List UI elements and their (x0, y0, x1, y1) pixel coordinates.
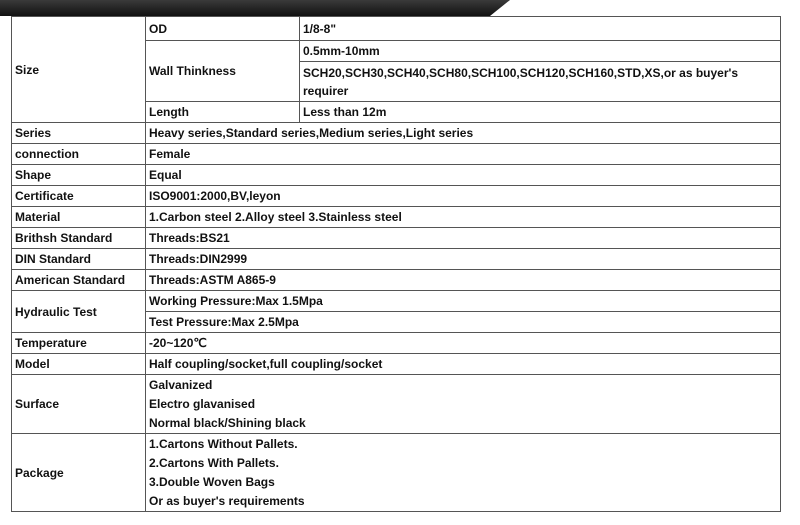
table-row (12, 165, 781, 186)
din-standard-value: Threads:DIN2999 (146, 249, 781, 270)
od-label: OD (146, 17, 300, 41)
british-standard-value: Threads:BS21 (146, 228, 781, 249)
surface-line: Galvanized (149, 377, 213, 392)
connection-value: Female (146, 144, 781, 165)
package-line: 3.Double Woven Bags (149, 474, 275, 489)
wall-schedule-value: SCH20,SCH30,SCH40,SCH80,SCH100,SCH120,SCH160,STD,XS,or as buyer's requirer (300, 62, 781, 102)
certificate-value: ISO9001:2000,BV,leyon (146, 186, 781, 207)
material-label: Material (12, 207, 146, 228)
series-value: Heavy series,Standard series,Medium series,Light series (146, 123, 781, 144)
american-standard-value: Threads:ASTM A865-9 (146, 270, 781, 291)
wall-thickness-label: Wall Thinkness (146, 41, 300, 102)
table-row (12, 375, 781, 434)
size-label: Size (12, 17, 146, 123)
length-label: Length (146, 102, 300, 123)
package-line: Or as buyer's requirements (149, 493, 305, 508)
table-row (12, 333, 781, 354)
series-label: Series (12, 123, 146, 144)
british-standard-label: Brithsh Standard (12, 228, 146, 249)
table-row (12, 123, 781, 144)
table-row (12, 434, 781, 512)
table-row (12, 249, 781, 270)
package-value (146, 434, 781, 512)
working-pressure-value: Working Pressure:Max 1.5Mpa (146, 291, 781, 312)
connection-label: connection (12, 144, 146, 165)
surface-label: Surface (12, 375, 146, 434)
length-value: Less than 12m (300, 102, 781, 123)
certificate-label: Certificate (12, 186, 146, 207)
table-row (12, 17, 781, 41)
temperature-label: Temperature (12, 333, 146, 354)
model-value: Half coupling/socket,full coupling/socket (146, 354, 781, 375)
shape-label: Shape (12, 165, 146, 186)
table-row (12, 186, 781, 207)
table-row (12, 270, 781, 291)
model-label: Model (12, 354, 146, 375)
table-row (12, 144, 781, 165)
table-row (12, 207, 781, 228)
american-standard-label: American Standard (12, 270, 146, 291)
surface-line: Normal black/Shining black (149, 415, 306, 430)
package-line: 2.Cartons With Pallets. (149, 455, 279, 470)
test-pressure-value: Test Pressure:Max 2.5Mpa (146, 312, 781, 333)
wall-thickness-value: 0.5mm-10mm (300, 41, 781, 62)
table-row (12, 291, 781, 312)
din-standard-label: DIN Standard (12, 249, 146, 270)
shape-value: Equal (146, 165, 781, 186)
surface-line: Electro glavanised (149, 396, 256, 411)
table-row (12, 228, 781, 249)
top-banner-decoration (0, 0, 800, 16)
package-line: 1.Cartons Without Pallets. (149, 436, 298, 451)
od-value: 1/8-8" (300, 17, 781, 41)
temperature-value: -20~120℃ (146, 333, 781, 354)
material-value: 1.Carbon steel 2.Alloy steel 3.Stainless steel (146, 207, 781, 228)
specification-table (11, 16, 781, 512)
table-row (12, 354, 781, 375)
hydraulic-test-label: Hydraulic Test (12, 291, 146, 333)
surface-value (146, 375, 781, 434)
package-label: Package (12, 434, 146, 512)
